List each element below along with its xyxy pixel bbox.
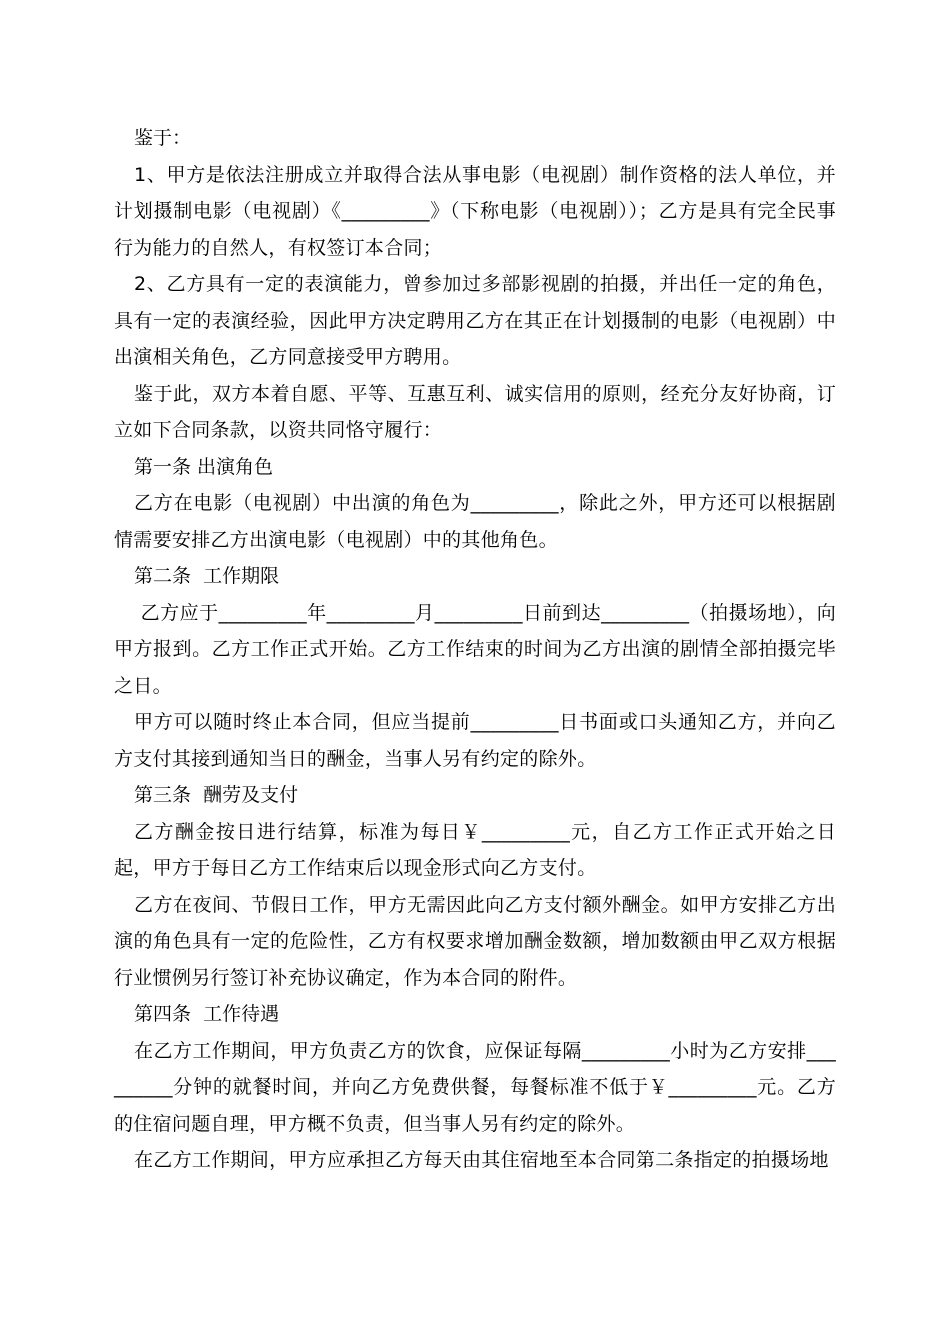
article-3-heading: 第三条 酬劳及支付 (134, 784, 299, 806)
document-body (114, 120, 836, 1179)
article-4-heading: 第四条 工作待遇 (134, 1003, 280, 1025)
article-4-paragraph-2: 在乙方工作期间，甲方应承担乙方每天由其住宿地至本合同第二条指定的拍摄场地 (134, 1149, 829, 1171)
recital-conclusion: 鉴于此，双方本着自愿、平等、互惠互利、诚实信用的原则，经充分友好协商，订立如下合同条款，以资共同恪守履行： (114, 382, 836, 441)
article-4-paragraph-1: 在乙方工作期间，甲方负责乙方的饮食，应保证每隔_________小时为乙方安排_________分钟的就餐时间，并向乙方免费供餐，每餐标准不低于￥_________元。乙方的住宿问题自理，甲方概不负责，但当事人另有约定的除外。 (114, 1039, 836, 1135)
article-1-heading: 第一条 出演角色 (134, 455, 274, 478)
article-3-paragraph-2: 乙方在夜间、节假日工作，甲方无需因此向乙方支付额外酬金。如甲方安排乙方出演的角色具有一定的危险性，乙方有权要求增加酬金数额，增加数额由甲乙双方根据行业惯例另行签订补充协议确定，作为本合同的附件。 (114, 893, 836, 989)
article-2-heading: 第二条 工作期限 (134, 565, 280, 587)
article-1-paragraph: 乙方在电影（电视剧）中出演的角色为_________，除此之外，甲方还可以根据剧情需要安排乙方出演电影（电视剧）中的其他角色。 (114, 492, 836, 551)
recital-1: 1、甲方是依法注册成立并取得合法从事电影（电视剧）制作资格的法人单位，并计划摄制电影（电视剧）《_________》（下称电影（电视剧））；乙方是具有完全民事行为能力的自然人，有权签订本合同； (114, 163, 836, 259)
recital-2: 2、乙方具有一定的表演能力，曾参加过多部影视剧的拍摄，并出任一定的角色，具有一定的表演经验，因此甲方决定聘用乙方在其正在计划摄制的电影（电视剧）中出演相关角色，乙方同意接受甲方聘用。 (114, 273, 836, 368)
article-2-paragraph-2: 甲方可以随时终止本合同，但应当提前_________日书面或口头通知乙方，并向乙方支付其接到通知当日的酬金，当事人另有约定的除外。 (114, 711, 836, 770)
article-3-paragraph-1: 乙方酬金按日进行结算，标准为每日￥_________元，自乙方工作正式开始之日起，甲方于每日乙方工作结束后以现金形式向乙方支付。 (114, 820, 836, 879)
article-2-paragraph-1: 乙方应于_________年_________月_________日前到达_________（拍摄场地），向甲方报到。乙方工作正式开始。乙方工作结束的时间为乙方出演的剧情全部拍摄完毕之日。 (114, 601, 837, 697)
preamble-heading: 鉴于： (134, 127, 192, 149)
